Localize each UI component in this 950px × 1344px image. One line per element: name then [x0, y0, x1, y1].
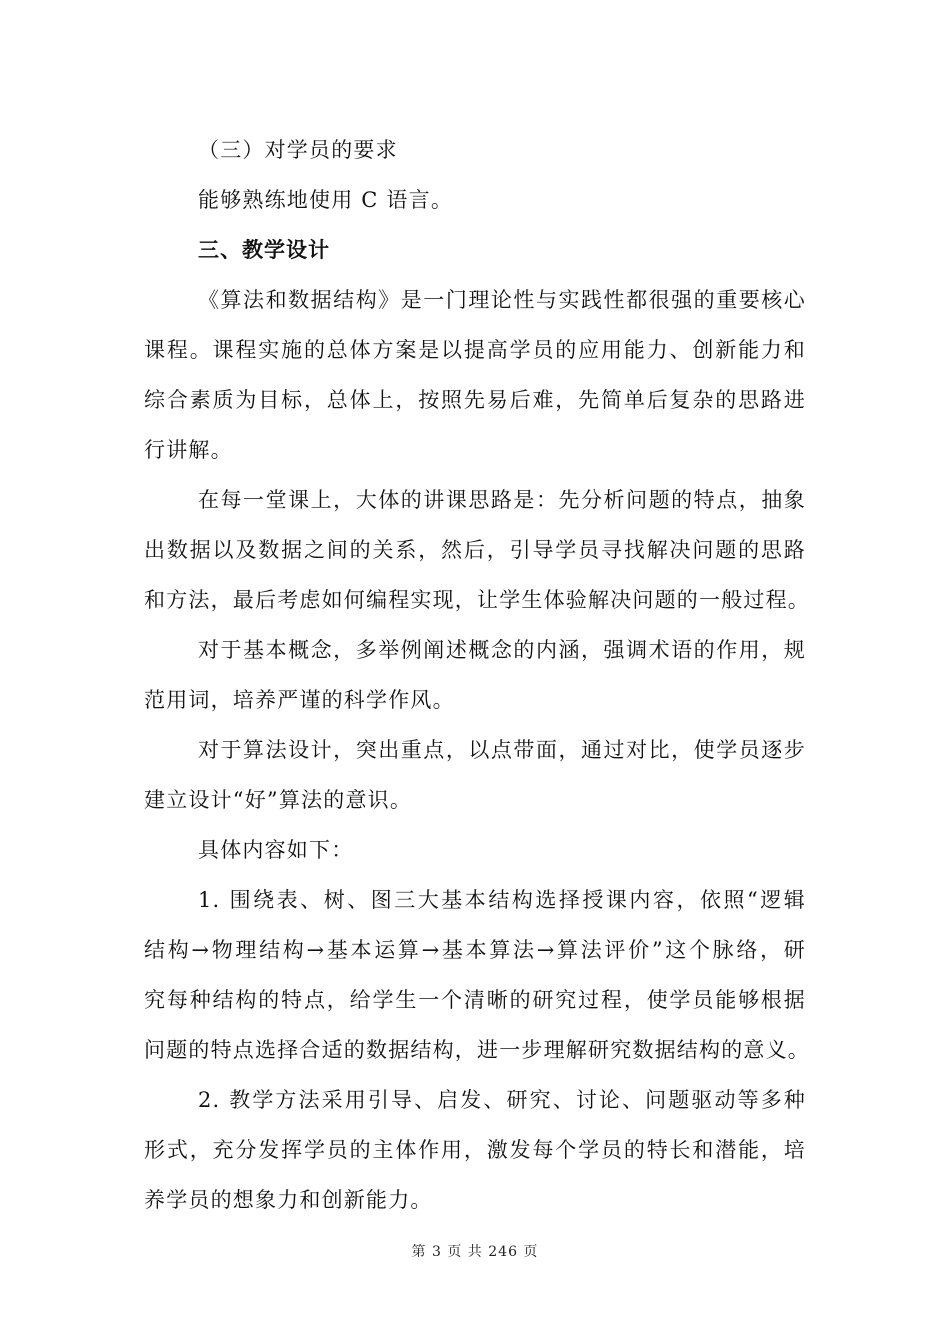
paragraph-line: 究每种结构的特点，给学生一个清晰的研究过程，使学员能够根据 — [144, 988, 806, 1012]
paragraph-line: 行讲解。 — [144, 438, 233, 462]
section-heading: 三、教学设计 — [198, 238, 330, 262]
paragraph-line: 范用词，培养严谨的科学作风。 — [144, 688, 455, 712]
paragraph-line: 综合素质为目标，总体上，按照先易后难，先简单后复杂的思路进 — [144, 388, 806, 412]
paragraph-line: 课程。课程实施的总体方案是以提高学员的应用能力、创新能力和 — [144, 338, 806, 362]
paragraph-line: 结构→物理结构→基本运算→基本算法→算法评价”这个脉络，研 — [144, 938, 806, 962]
paragraph-line: 2. 教学方法采用引导、启发、研究、讨论、问题驱动等多种 — [198, 1088, 806, 1112]
paragraph-line: 问题的特点选择合适的数据结构，进一步理解研究数据结构的意义。 — [144, 1038, 810, 1062]
paragraph-line: 对于基本概念，多举例阐述概念的内涵，强调术语的作用，规 — [198, 638, 806, 662]
paragraph-line: 形式，充分发挥学员的主体作用，激发每个学员的特长和潜能，培 — [144, 1138, 806, 1162]
requirement-text: 能够熟练地使用 C 语言。 — [198, 188, 454, 212]
paragraph-line: 1. 围绕表、树、图三大基本结构选择授课内容，依照“逻辑 — [198, 888, 806, 912]
paragraph-line: 建立设计“好”算法的意识。 — [144, 788, 413, 812]
paragraph-line: 养学员的想象力和创新能力。 — [144, 1188, 433, 1212]
paragraph-line: 出数据以及数据之间的关系，然后，引导学员寻找解决问题的思路 — [144, 538, 806, 562]
paragraph-line: 在每一堂课上，大体的讲课思路是：先分析问题的特点，抽象 — [198, 488, 806, 512]
page-footer: 第 3 页 共 246 页 — [411, 1244, 539, 1260]
subsection-heading: （三）对学员的要求 — [198, 138, 398, 162]
paragraph-line: 和方法，最后考虑如何编程实现，让学生体验解决问题的一般过程。 — [144, 588, 810, 612]
paragraph-line: 具体内容如下： — [198, 838, 354, 862]
paragraph-line: 《算法和数据结构》是一门理论性与实践性都很强的重要核心 — [198, 288, 806, 312]
paragraph-line: 对于算法设计，突出重点，以点带面，通过对比，使学员逐步 — [198, 738, 806, 762]
